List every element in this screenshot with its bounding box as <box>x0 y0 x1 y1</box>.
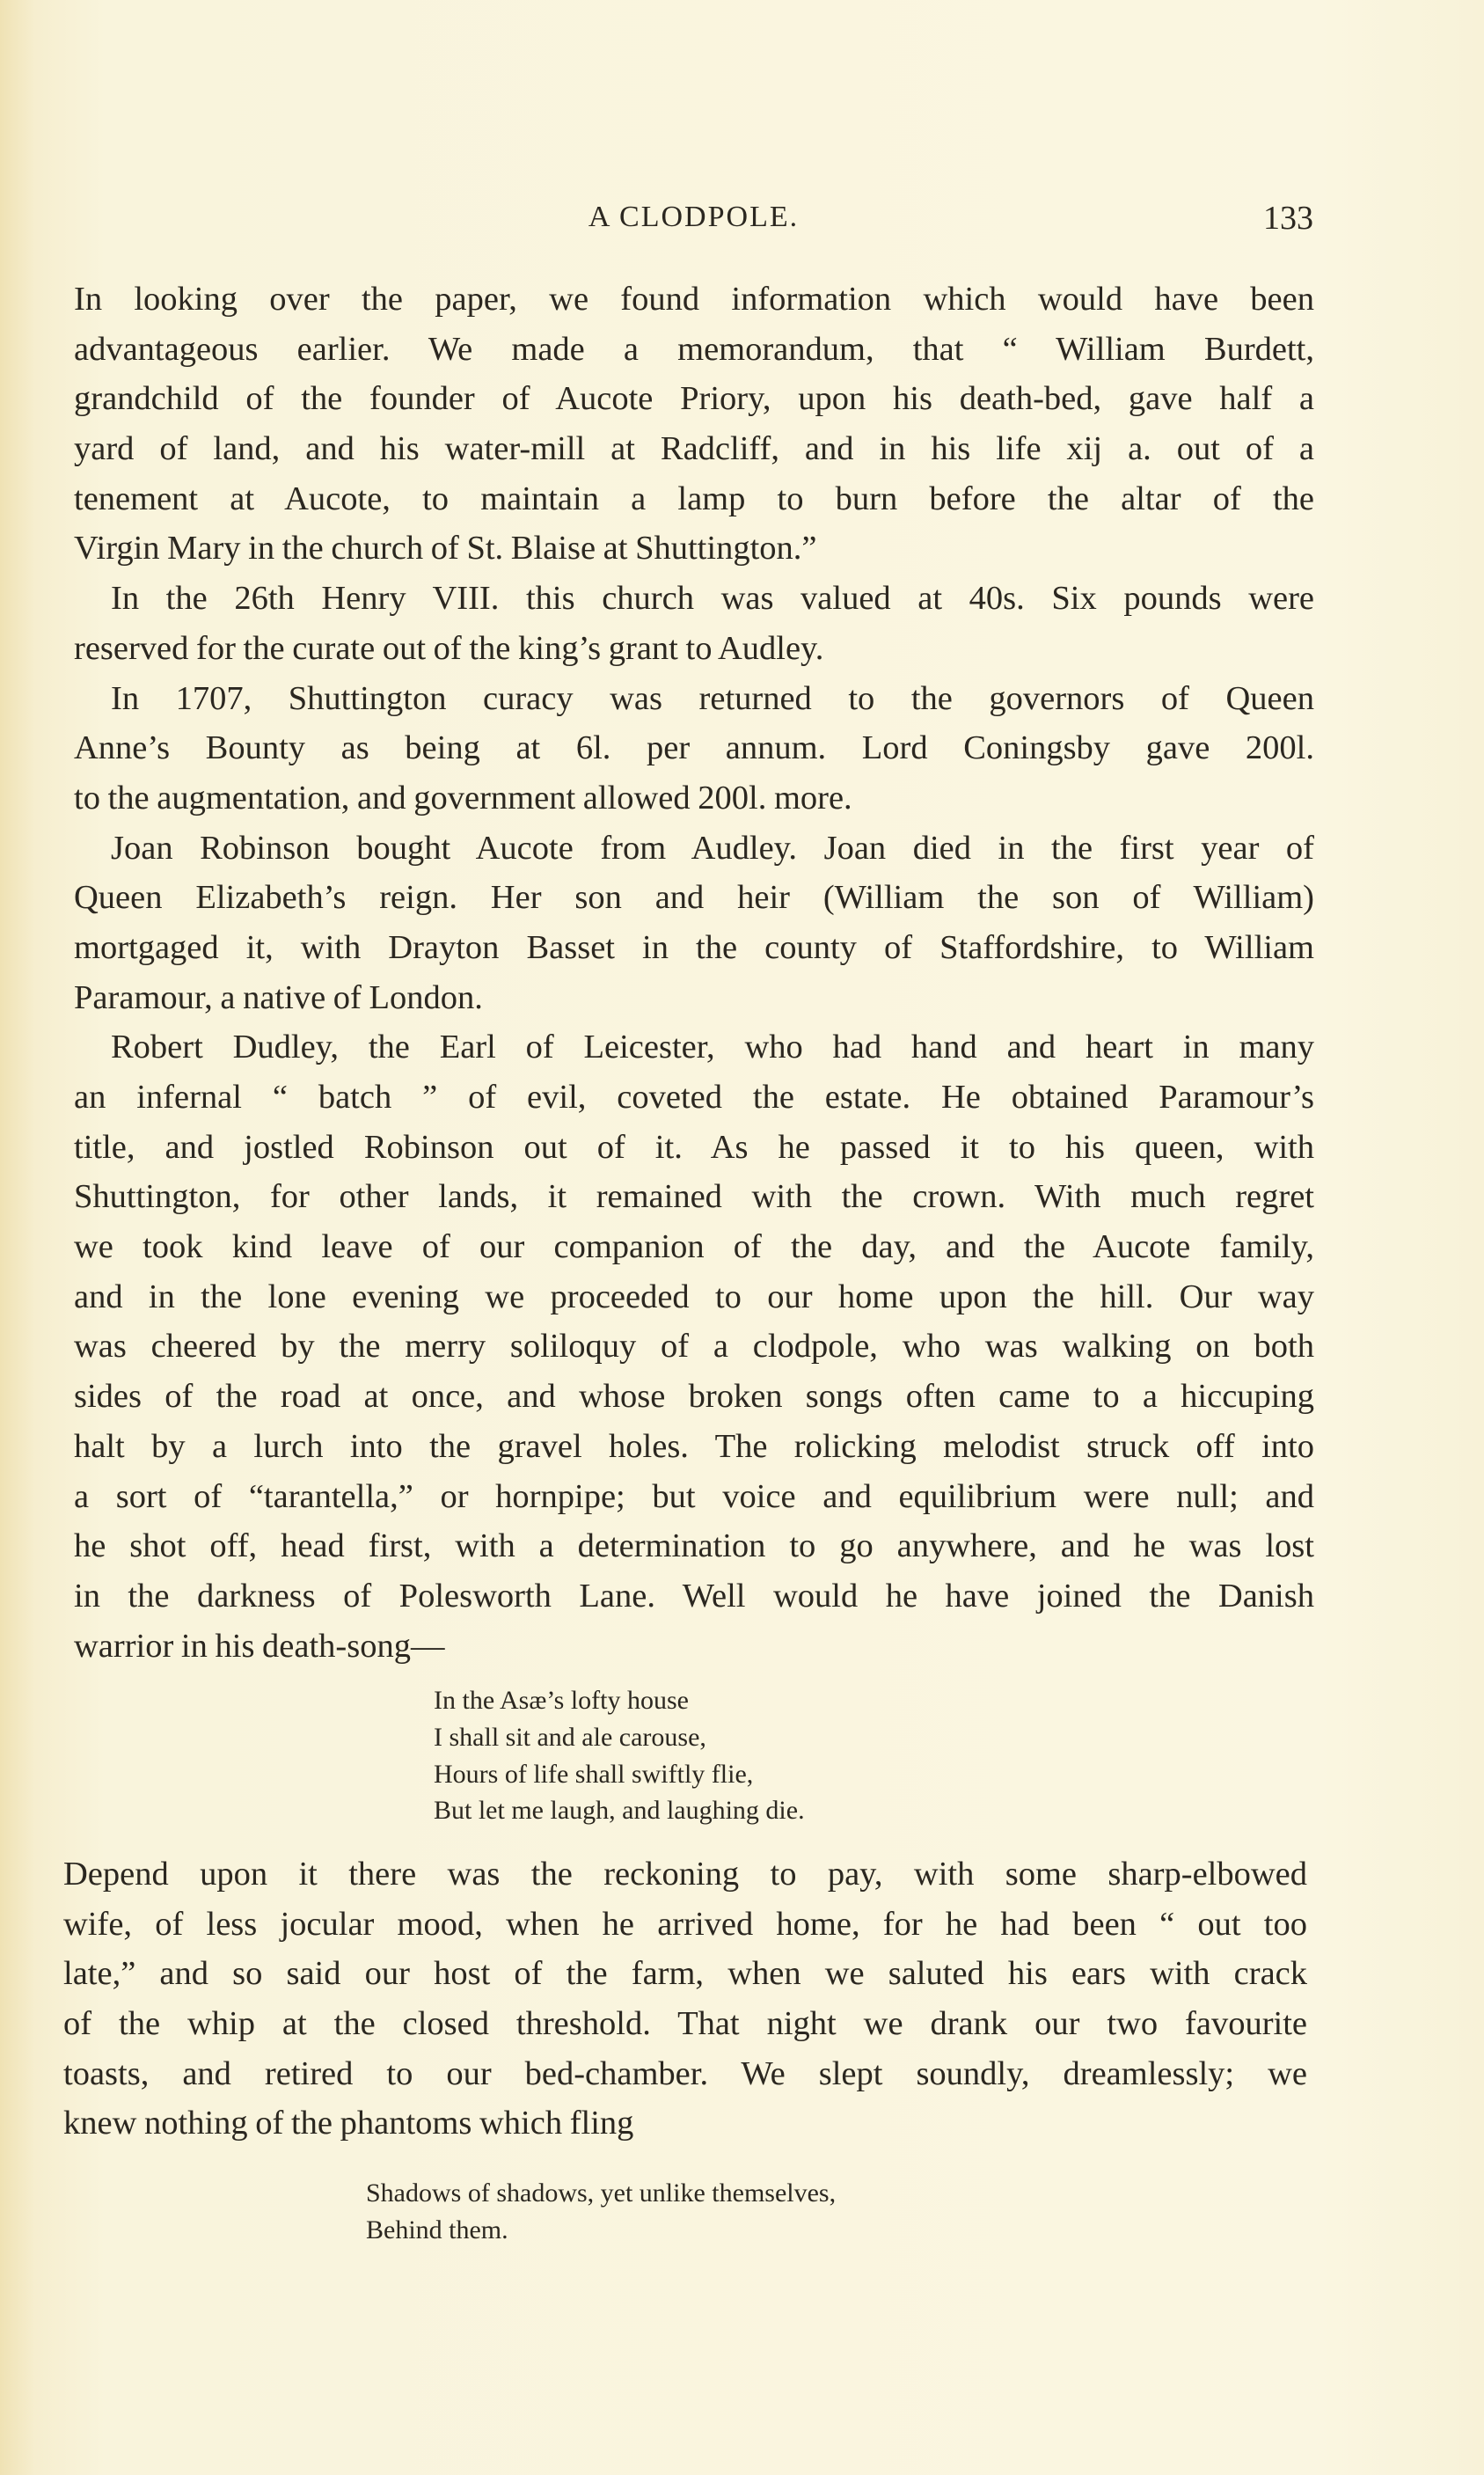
verse-line: Hours of life shall swiftly flie, <box>434 1759 754 1789</box>
text-line: to the augmentation, and government allowed 200l. more. <box>74 779 852 816</box>
verse-line: I shall sit and ale carouse, <box>434 1722 706 1752</box>
text-line: In looking over the paper, we found information which would have been <box>74 281 1314 318</box>
running-title: A CLODPOLE. <box>588 201 800 233</box>
text-line: wife, of less jocular mood, when he arrived home, for he had been “ out too <box>63 1905 1307 1943</box>
page-header <box>74 201 1313 245</box>
text-line: Paramour, a native of London. <box>74 978 483 1016</box>
text-line: late,” and so said our host of the farm, when we saluted his ears with crack <box>63 1955 1307 1993</box>
text-line: tenement at Aucote, to maintain a lamp to burn before the altar of the <box>74 480 1314 517</box>
text-line: In 1707, Shuttington curacy was returned to the governors of Queen <box>111 679 1314 717</box>
text-line: Anne’s Bounty as being at 6l. per annum. Lord Coningsby gave 200l. <box>74 729 1314 767</box>
text-line: Virgin Mary in the church of St. Blaise at Shuttington.” <box>74 530 817 567</box>
text-line: knew nothing of the phantoms which fling <box>63 2105 634 2142</box>
text-line: grandchild of the founder of Aucote Priory, upon his death-bed, gave half a <box>74 380 1314 418</box>
text-line: a sort of “tarantella,” or hornpipe; but voice and equilibrium were null; and <box>74 1477 1314 1515</box>
text-line: Shuttington, for other lands, it remained with the crown. With much regret <box>74 1178 1314 1216</box>
text-line: yard of land, and his water-mill at Radcliff, and in his life xij a. out of a <box>74 430 1314 468</box>
text-line: title, and jostled Robinson out of it. As he passed it to his queen, with <box>74 1128 1314 1166</box>
text-line: warrior in his death-song— <box>74 1627 445 1665</box>
text-line: Queen Elizabeth’s reign. Her son and heir (William the son of William) <box>74 879 1314 917</box>
text-line: advantageous earlier. We made a memorandum, that “ William Burdett, <box>74 330 1314 368</box>
verse-line: Shadows of shadows, yet unlike themselves, <box>366 2178 837 2208</box>
text-line: Joan Robinson bought Aucote from Audley. Joan died in the first year of <box>111 829 1314 867</box>
text-line: reserved for the curate out of the king’s grant to Audley. <box>74 629 824 667</box>
text-line: was cheered by the merry soliloquy of a clodpole, who was walking on both <box>74 1328 1314 1366</box>
verse-quote-1 <box>434 1682 805 1829</box>
text-line: we took kind leave of our companion of the day, and the Aucote family, <box>74 1228 1314 1266</box>
text-line: Depend upon it there was the reckoning to pay, with some sharp-elbowed <box>63 1856 1307 1893</box>
text-line: in the darkness of Polesworth Lane. Well would he have joined the Danish <box>74 1577 1314 1615</box>
page-number: 133 <box>1263 200 1313 237</box>
verse-line: In the Asæ’s lofty house <box>434 1686 689 1715</box>
verse-line: But let me laugh, and laughing die. <box>434 1796 805 1826</box>
text-line: halt by a lurch into the gravel holes. The rolicking melodist struck off into <box>74 1427 1314 1465</box>
verse-line: Behind them. <box>366 2215 508 2244</box>
text-line: of the whip at the closed threshold. That night we drank our two favourite <box>63 2005 1307 2043</box>
body-text-block-2 <box>63 1849 1307 2149</box>
text-line: Robert Dudley, the Earl of Leicester, who had hand and heart in many <box>111 1029 1314 1066</box>
text-line: In the 26th Henry VIII. this church was valued at 40s. Six pounds were <box>111 580 1314 618</box>
text-line: toasts, and retired to our bed-chamber. We slept soundly, dreamlessly; we <box>63 2054 1307 2092</box>
text-line: and in the lone evening we proceeded to our home upon the hill. Our way <box>74 1278 1314 1315</box>
text-line: mortgaged it, with Drayton Basset in the county of Staffordshire, to William <box>74 928 1314 966</box>
text-line: an infernal “ batch ” of evil, coveted the estate. He obtained Paramour’s <box>74 1079 1314 1116</box>
verse-quote-2 <box>366 2175 836 2249</box>
text-line: sides of the road at once, and whose broken songs often came to a hiccuping <box>74 1378 1314 1416</box>
body-text-block-1 <box>74 275 1314 1671</box>
text-line: he shot off, head first, with a determination to go anywhere, and he was lost <box>74 1527 1314 1565</box>
